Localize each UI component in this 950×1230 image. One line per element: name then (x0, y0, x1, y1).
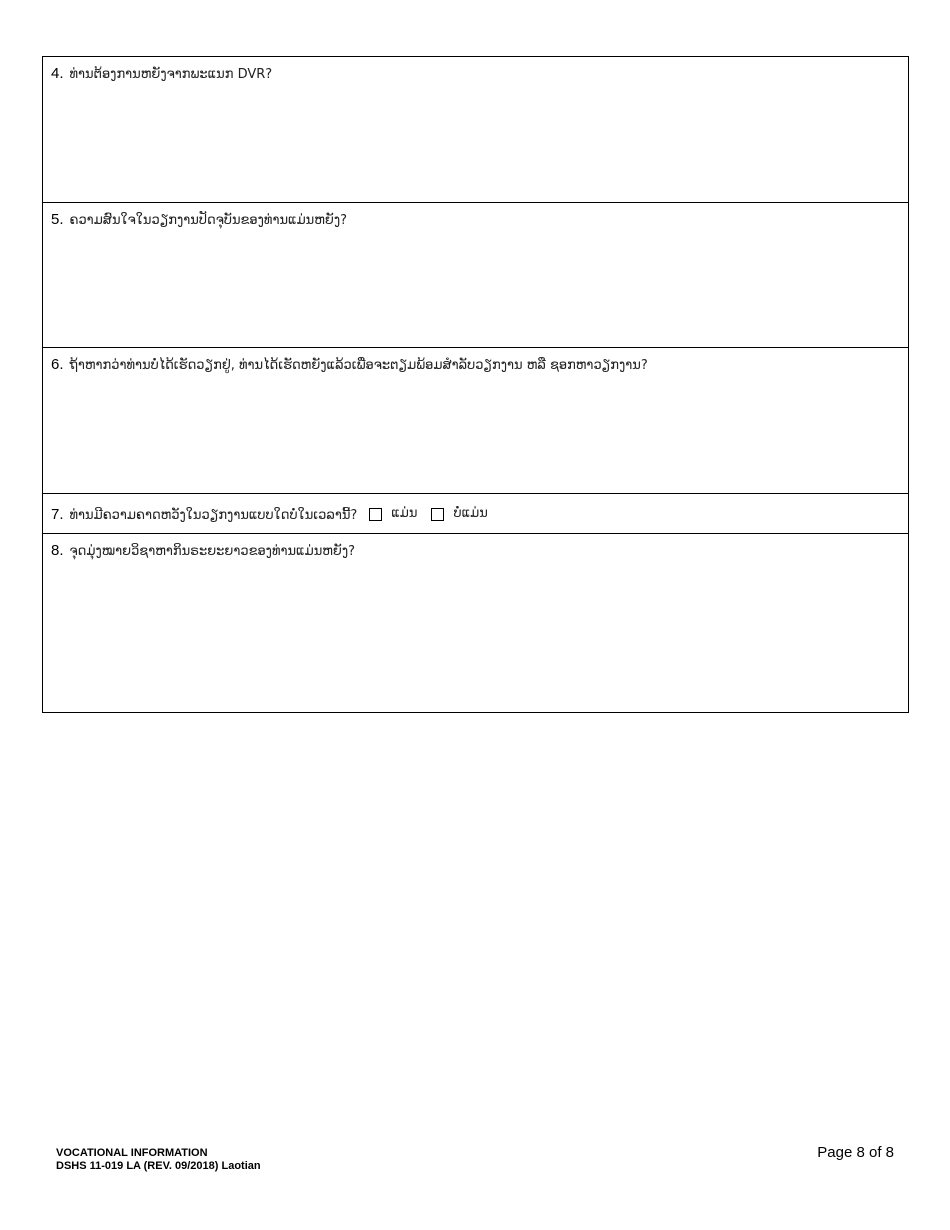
question-4-row (43, 57, 908, 203)
question-5-row (43, 203, 908, 348)
question-7-row (43, 494, 908, 534)
question-number: 4. (51, 65, 64, 82)
yes-label: ແມ່ນ (391, 506, 418, 521)
question-text: ຄວາມສົນໃຈໃນວຽກງານປັດຈຸບັນຂອງທ່ານແມ່ນຫຍັງ? (69, 213, 348, 228)
question-6-row (43, 348, 908, 494)
question-text: ທ່ານມີຄວາມຄາດຫວັງໃນວຽກງານແບບໃດບໍ່ໃນເວລານີ້? (69, 508, 358, 523)
question-4-answer-field[interactable] (51, 87, 900, 196)
question-text: ທ່ານຕ້ອງການຫຍັງຈາກພະແນກ DVR? (69, 67, 273, 82)
question-number: 7. (51, 506, 64, 523)
question-number: 6. (51, 356, 64, 373)
question-6-answer-field[interactable] (51, 378, 900, 487)
vocational-questions-table (42, 56, 909, 713)
question-8-answer-field[interactable] (51, 564, 900, 706)
no-label: ບໍ່ແມ່ນ (453, 506, 488, 521)
question-5-answer-field[interactable] (51, 233, 900, 341)
question-text: ຖ້າຫາກວ່າທ່ານບໍ່ໄດ້ເຮັດວຽກຢູ່, ທ່ານໄດ້ເຮັດຫຍັງແລ້ວເພື່ອຈະຕຽມພ້ອມສໍາລັບວຽກງານ ຫລື ຊອກຫາວຽກງານ? (69, 358, 648, 373)
footer-section-title: VOCATIONAL INFORMATION (56, 1147, 208, 1159)
question-text: ຈຸດມຸ່ງໝາຍວິຊາຫາກິນຣະຍະຍາວຂອງທ່ານແມ່ນຫຍັງ? (69, 544, 356, 559)
no-checkbox[interactable] (431, 508, 444, 521)
yes-no-options (369, 506, 502, 522)
question-number: 5. (51, 211, 64, 228)
form-footer (56, 1147, 261, 1173)
question-number: 8. (51, 542, 64, 559)
question-8-row (43, 534, 908, 712)
footer-form-id: DSHS 11-019 LA (REV. 09/2018) Laotian (56, 1160, 261, 1172)
yes-checkbox[interactable] (369, 508, 382, 521)
page-number: Page 8 of 8 (817, 1144, 894, 1161)
